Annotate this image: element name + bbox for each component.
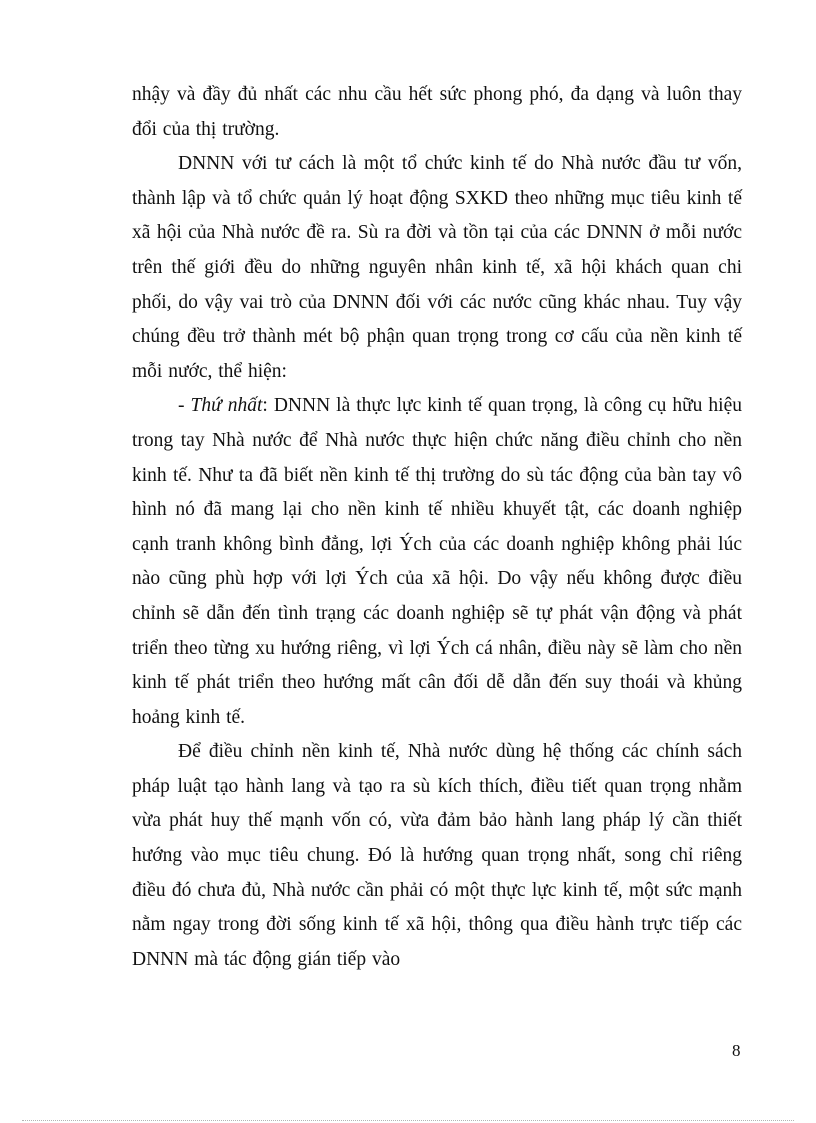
paragraph-3-italic-lead: Thứ nhất <box>190 395 263 417</box>
paragraph-continuation <box>132 78 742 147</box>
paragraph-3-prefix: - <box>178 395 191 417</box>
paragraph-4-text: Để điều chỉnh nền kinh tế, Nhà nước dùng hệ thống các chính sách pháp luật tạo hành lang và tạo ra sù kích thích, điều tiết quan trọng nhằm vừa phát huy thế mạnh vốn có, vừa đảm bảo hành lang pháp lý cần thiết hướng vào mục tiêu chung. Đó là hướng quan trọng nhất, song chỉ riêng điều đó chưa đủ, Nhà nước cần phải có một thực lực kinh tế, một sức mạnh nằm ngay trong đời sống kinh tế xã hội, thông qua điều hành trực tiếp các DNNN mà tác động gián tiếp vào <box>132 741 742 970</box>
paragraph-first-point <box>132 389 742 735</box>
body-text <box>132 78 742 977</box>
paragraph-3-text: : DNNN là thực lực kinh tế quan trọng, là công cụ hữu hiệu trong tay Nhà nước để Nhà nước thực hiện chức năng điều chỉnh cho nền kinh tế. Như ta đã biết nền kinh tế thị trường do sù tác động của bàn tay vô hình nó đã mang lại cho nền kinh tế nhiều khuyết tật, các doanh nghiệp cạnh tranh không bình đẳng, lợi Ých của các doanh nghiệp không phải lúc nào cũng phù hợp với lợi Ých của xã hội. Do vậy nếu không được điều chỉnh sẽ dẫn đến tình trạng các doanh nghiệp sẽ tự phát vận động và phát triển theo từng xu hướng riêng, vì lợi Ých cá nhân, điều này sẽ làm cho nền kinh tế phát triển theo hướng mất cân đối dễ dẫn đến suy thoái và khủng hoảng kinh tế. <box>132 395 742 728</box>
paragraph-2-text: DNNN với tư cách là một tổ chức kinh tế do Nhà nước đầu tư vốn, thành lập và tổ chức quản lý hoạt động SXKD theo những mục tiêu kinh tế xã hội của Nhà nước đề ra. Sù ra đời và tồn tại của các DNNN ở mỗi nước trên thế giới đều do những nguyên nhân kinh tế, xã hội khách quan chi phối, do vậy vai trò của DNNN đối với các nước cũng khác nhau. Tuy vậy chúng đều trở thành mét bộ phận quan trọng trong cơ cấu của nền kinh tế mỗi nước, thể hiện: <box>132 153 742 382</box>
paragraph-1-text: nhậy và đầy đủ nhất các nhu cầu hết sức phong phó, đa dạng và luôn thay đổi của thị trường. <box>132 84 742 140</box>
paragraph-dnnn-definition <box>132 147 742 389</box>
page-number: 8 <box>732 1041 741 1060</box>
footer-divider <box>22 1120 794 1121</box>
paragraph-economic-adjustment <box>132 735 742 977</box>
